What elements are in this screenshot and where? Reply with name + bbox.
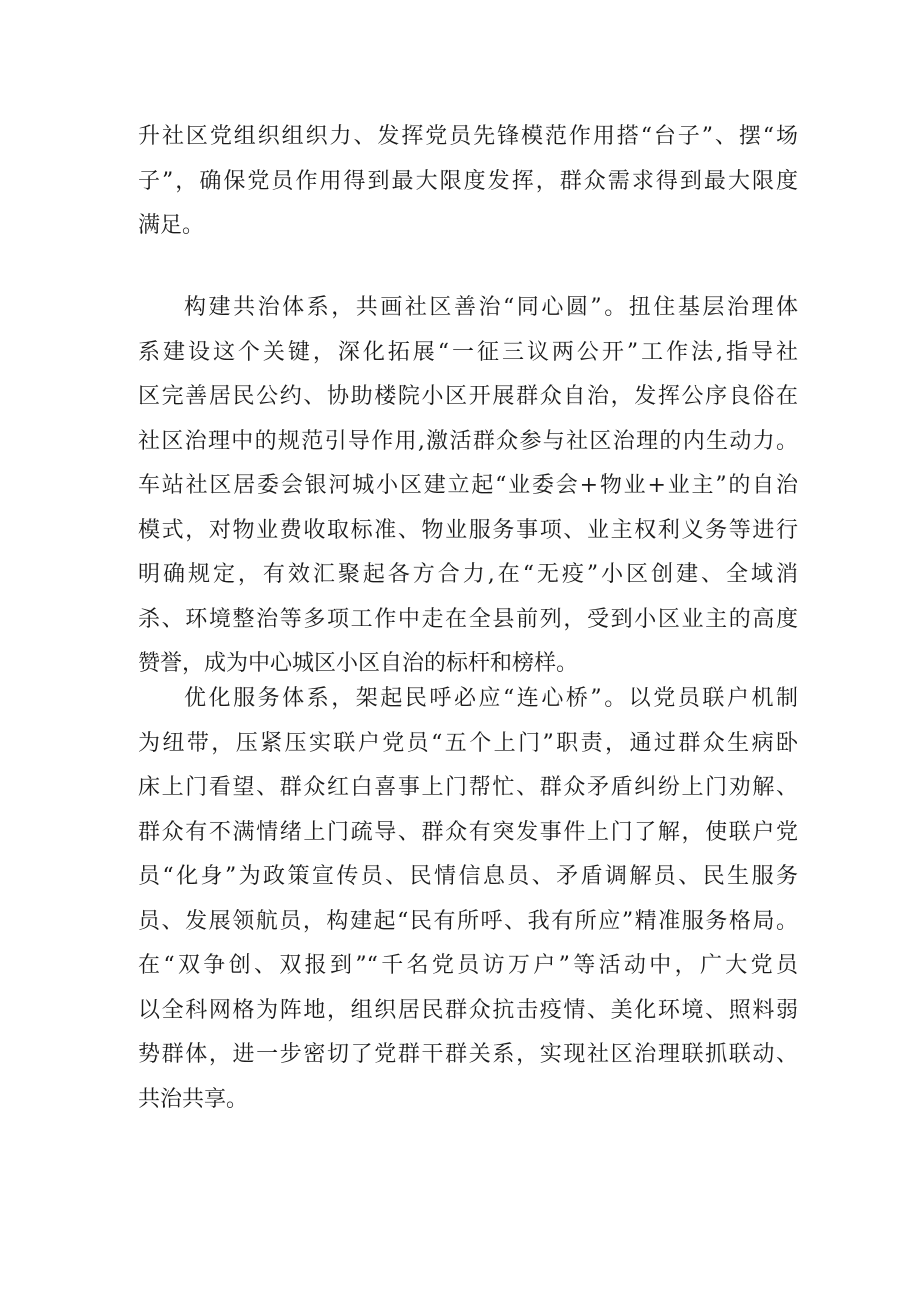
paragraph-line: 员、发展领航员，构建起“民有所呼、我有所应”精准服务格局。: [138, 908, 798, 934]
paragraph-line: 满足。: [138, 213, 205, 238]
paragraph-line: 车站社区居委会银河城小区建立起“业委会+物业+业主”的自治: [138, 473, 798, 498]
paragraph-line: 区完善居民公约、协助楼院小区开展群众自治，发挥公序良俗在: [138, 384, 798, 409]
paragraph-service-system: [138, 677, 798, 1122]
paragraph-line: 共治共享。: [138, 1086, 249, 1112]
paragraph-line: 赞誉，成为中心城区小区自治的标杆和榜样。: [138, 651, 579, 676]
paragraph-co-governance: [138, 286, 798, 687]
paragraph-party-organization: [138, 115, 798, 249]
paragraph-line: 构建共治体系，共画社区善治“同心圆”。扭住基层治理体: [184, 295, 798, 320]
paragraph-line: 子”，确保党员作用得到最大限度发挥，群众需求得到最大限度: [138, 168, 798, 194]
paragraph-line: 员“化身”为政策宣传员、民情信息员、矛盾调解员、民生服务: [138, 864, 798, 889]
paragraph-line: 在“双争创、双报到”“千名党员访万户”等活动中，广大党员: [138, 953, 798, 978]
paragraph-line: 床上门看望、群众红白喜事上门帮忙、群众矛盾纠纷上门劝解、: [138, 775, 798, 800]
paragraph-line: 模式，对物业费收取标准、物业服务事项、业主权利义务等进行: [138, 517, 798, 543]
paragraph-line: 势群体，进一步密切了党群干群关系，实现社区治理联抓联动、: [138, 1042, 798, 1067]
paragraph-line: 群众有不满情绪上门疏导、群众有突发事件上门了解，使联户党: [138, 819, 798, 845]
paragraph-line: 明确规定，有效汇聚起各方合力,在“无疫”小区创建、全域消: [138, 562, 798, 587]
paragraph-line: 杀、环境整治等多项工作中走在全县前列，受到小区业主的高度: [138, 606, 798, 632]
paragraph-line: 社区治理中的规范引导作用,激活群众参与社区治理的内生动力。: [138, 428, 798, 454]
paragraph-line: 系建设这个关键，深化拓展“一征三议两公开”工作法,指导社: [138, 339, 798, 365]
paragraph-line: 为纽带，压紧压实联户党员“五个上门”职责，通过群众生病卧: [138, 730, 798, 756]
paragraph-line: 升社区党组织组织力、发挥党员先锋模范作用搭“台子”、摆“场: [138, 124, 798, 149]
paragraph-line: 优化服务体系，架起民呼必应“连心桥”。以党员联户机制: [184, 686, 798, 711]
paragraph-line: 以全科网格为阵地，组织居民群众抗击疫情、美化环境、照料弱: [138, 997, 798, 1023]
